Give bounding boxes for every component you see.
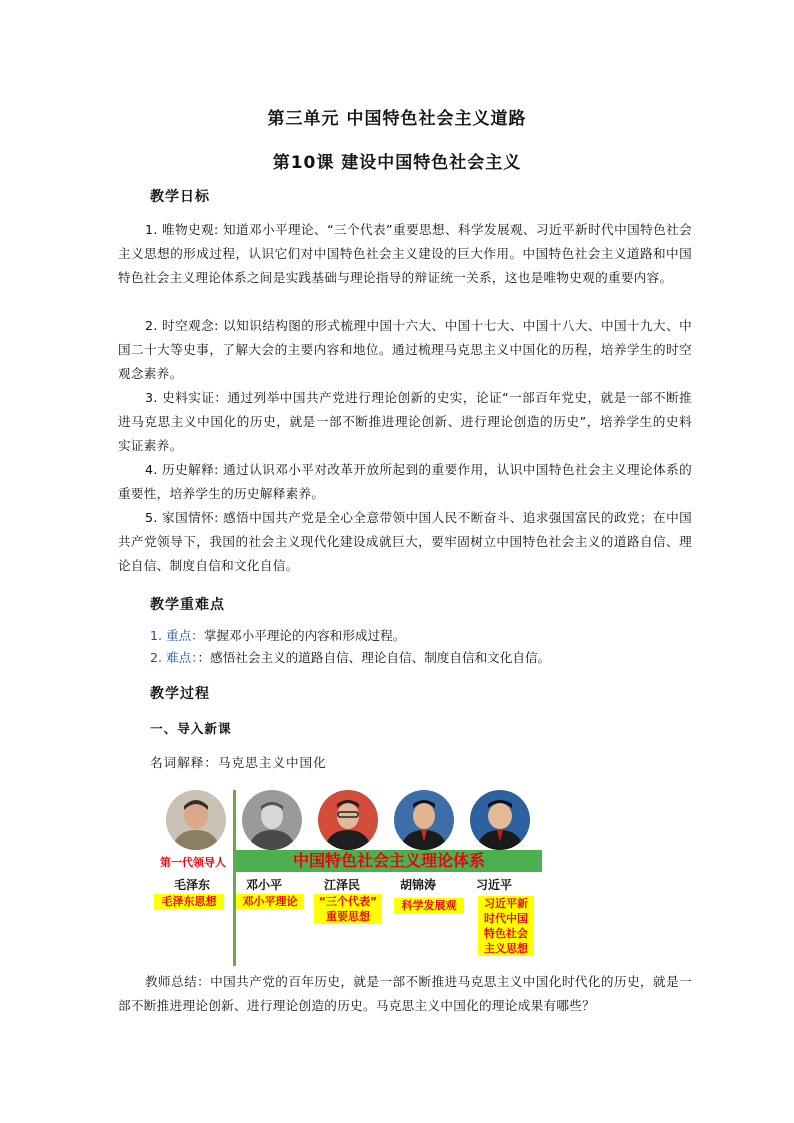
goal-item: 2. 时空观念: 以知识结构图的形式梳理中国十六大、中国十七大、中国十八大、中国十九大、中国二十大等史事，了解大会的主要内容和地位。通过梳理马克思主义中国化的历程，培养学生的时空观念素养。	[118, 318, 692, 381]
unit-title: 第三单元 中国特色社会主义道路	[267, 109, 527, 129]
key-point-text: 掌握邓小平理论的内容和形成过程。	[203, 628, 406, 643]
term-line: 名词解释：马克思主义中国化	[150, 755, 327, 770]
theory-tag: 科学发展观	[394, 898, 464, 913]
lesson-title: 第10课 建设中国特色社会主义	[272, 153, 522, 173]
timeline-divider	[233, 790, 236, 966]
leader-portrait	[318, 790, 378, 850]
key-point-label: 2. 难点：	[150, 650, 198, 665]
process-heading: 教学过程	[150, 686, 210, 702]
theory-tag: 邓小平理论	[236, 894, 304, 909]
goal-item: 4. 历史解释: 通过认识邓小平对改革开放所起到的重要作用，认识中国特色社会主义理论体系的重要性，培养学生的历史解释素养。	[118, 462, 692, 501]
goal-item: 1. 唯物史观: 知道邓小平理论、“三个代表”重要思想、科学发展观、习近平新时代中国特色社会主义思想的形成过程，认识它们对中国特色社会主义建设的巨大作用。中国特色社会主义道路和中国特色社会主义理论体系之间是实践基础与理论指导的辩证统一关系，这也是唯物史观的重要内容。	[118, 222, 692, 285]
key-point-text: ：感悟社会主义的道路自信、理论自信、制度自信和文化自信。	[197, 650, 551, 665]
sub-heading: 一、导入新课	[150, 721, 232, 736]
key-point-item	[150, 648, 550, 668]
goal-item: 3. 史料实证：通过列举中国共产党进行理论创新的史实，论证“一部百年党史，就是一部不断推进马克思主义中国化的历史，就是一部不断推进理论创新、进行理论创造的历史”，培养学生的史料实证素养。	[118, 390, 692, 453]
teacher-summary: 教师总结：中国共产党的百年历史，就是一部不断推进马克思主义中国化时代化的历史，就是一部不断推进理论创新、进行理论创造的历史。马克思主义中国化的理论成果有哪些？	[118, 974, 692, 1013]
goals-heading: 教学日标	[150, 189, 210, 205]
leader-name: 江泽民	[324, 878, 361, 892]
key-point-item	[150, 626, 405, 646]
leader-name: 邓小平	[246, 878, 283, 892]
leader-name: 毛泽东	[174, 878, 211, 892]
theory-banner: 中国特色社会主义理论体系	[236, 850, 542, 872]
theory-tag: 毛泽东思想	[154, 894, 224, 909]
key-points-heading: 教学重难点	[150, 597, 225, 613]
goal-item: 5. 家国情怀: 感悟中国共产党是全心全意带领中国人民不断奋斗、追求强国富民的政党；在中国共产党领导下，我国的社会主义现代化建设成就巨大，要牢固树立中国特色社会主义的道路自信、理论自信、制度自信和文化自信。	[118, 510, 692, 573]
theory-system-figure	[150, 786, 550, 966]
leader-portrait	[470, 790, 530, 850]
leader-portrait	[166, 790, 226, 850]
key-point-label: 1. 重点：	[150, 628, 204, 643]
leader-portrait	[242, 790, 302, 850]
leader-name: 胡锦涛	[400, 878, 437, 892]
leader-name: 习近平	[476, 878, 513, 892]
theory-tag: “三个代表” 重要思想	[314, 894, 382, 924]
leader-portrait	[394, 790, 454, 850]
generation-label: 第一代领导人	[160, 856, 226, 869]
theory-tag: 习近平新 时代中国 特色社会 主义思想	[478, 896, 534, 956]
